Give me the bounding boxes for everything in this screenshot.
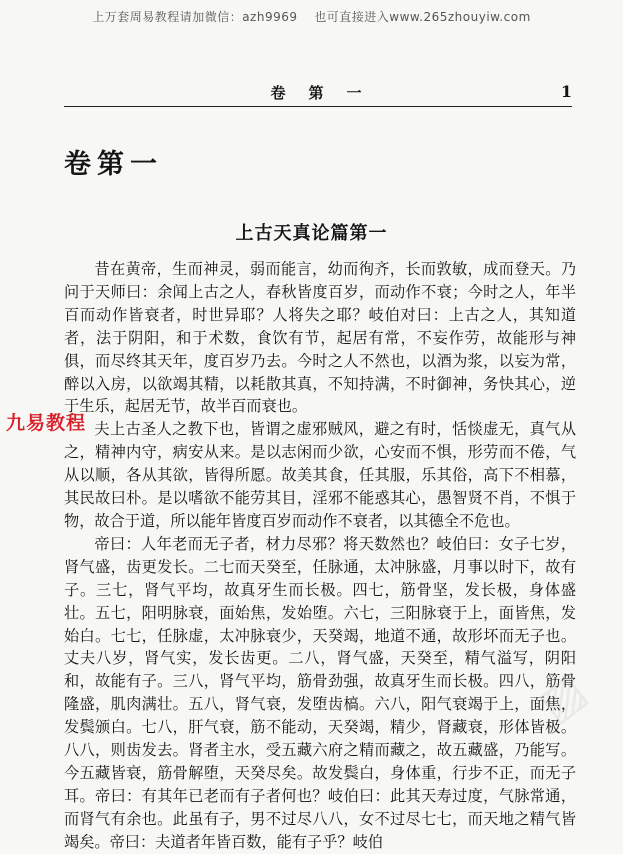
paragraph-2: 夫上古圣人之教下也，皆谓之虚邪贼风，避之有时，恬惔虚无，真气从之，精神内守，病安从来。是以志闲而少欲，心安而不惧，形劳而不倦，气从以顺，各从其欲，皆得所愿。故美其食，任其服，乐其俗，高下不相慕，其民故曰朴。是以嗜欲不能劳其目，淫邪不能惑其心，愚智贤不肖，不惧于物，故合于道，所以能年皆度百岁而动作不衰者，以其德全不危也。 bbox=[64, 420, 576, 530]
paragraph-1: 昔在黄帝，生而神灵，弱而能言，幼而徇齐，长而敦敏，成而登天。乃问于天师曰：余闻上古之人，春秋皆度百岁，而动作不衰；今时之人，年半百而动作皆衰者，时世异耶？人将失之耶？岐伯对曰：上古之人，其知道者，法于阴阳，和于术数，食饮有节，起居有常，不妄作劳，故能形与神俱，而尽终其天年，度百岁乃去。今时之人不然也，以酒为浆，以妄为常，醉以入房，以欲竭其精，以耗散其真，不知持满，不时御神，务快其心，逆于生乐，起居无节，故半百而衰也。 bbox=[64, 260, 576, 416]
section-title: 上古天真论篇第一 bbox=[235, 223, 388, 244]
faint-watermark-mark: ▨ bbox=[527, 662, 596, 732]
page-number: 1 bbox=[560, 82, 572, 101]
body-text bbox=[64, 258, 576, 854]
running-header bbox=[64, 80, 572, 107]
chapter-title: 卷第一 bbox=[64, 149, 163, 180]
running-header-title: 卷 第 一 bbox=[270, 84, 366, 102]
watermark-logo: 九易教程 bbox=[6, 412, 87, 434]
top-notice: 上万套周易教程请加微信：azh9969 也可直接进入www.265zhouyiw.com bbox=[92, 10, 531, 24]
paragraph-3: 帝曰：人年老而无子者，材力尽邪？将天数然也？岐伯曰：女子七岁，肾气盛，齿更发长。二七而天癸至，任脉通，太冲脉盛，月事以时下，故有子。三七，肾气平均，故真牙生而长极。四七，筋骨坚，发长极，身体盛壮。五七，阳明脉衰，面始焦，发始堕。六七，三阳脉衰于上，面皆焦，发始白。七七，任脉虚，太冲脉衰少，天癸竭，地道不通，故形坏而无子也。丈夫八岁，肾气实，发长齿更。二八，肾气盛，天癸至，精气溢写，阴阳和，故能有子。三八，肾气平均，筋骨劲强，故真牙生而长极。四八，筋骨隆盛，肌肉满壮。五八，肾气衰，发堕齿槁。六八，阳气衰竭于上，面焦，发鬓颁白。七八，肝气衰，筋不能动，天癸竭，精少，肾藏衰，形体皆极。八八，则齿发去。肾者主水，受五藏六府之精而藏之，故五藏盛，乃能写。今五藏皆衰，筋骨解堕，天癸尽矣。故发鬓白，身体重，行步不正，而无子耳。帝曰：有其年已老而有子者何也？岐伯曰：此其天寿过度，气脉常通，而肾气有余也。此虽有子，男不过尽八八，女不过尽七七，而天地之精气皆竭矣。帝曰：夫道者年皆百数，能有子乎？岐伯 bbox=[64, 534, 576, 851]
